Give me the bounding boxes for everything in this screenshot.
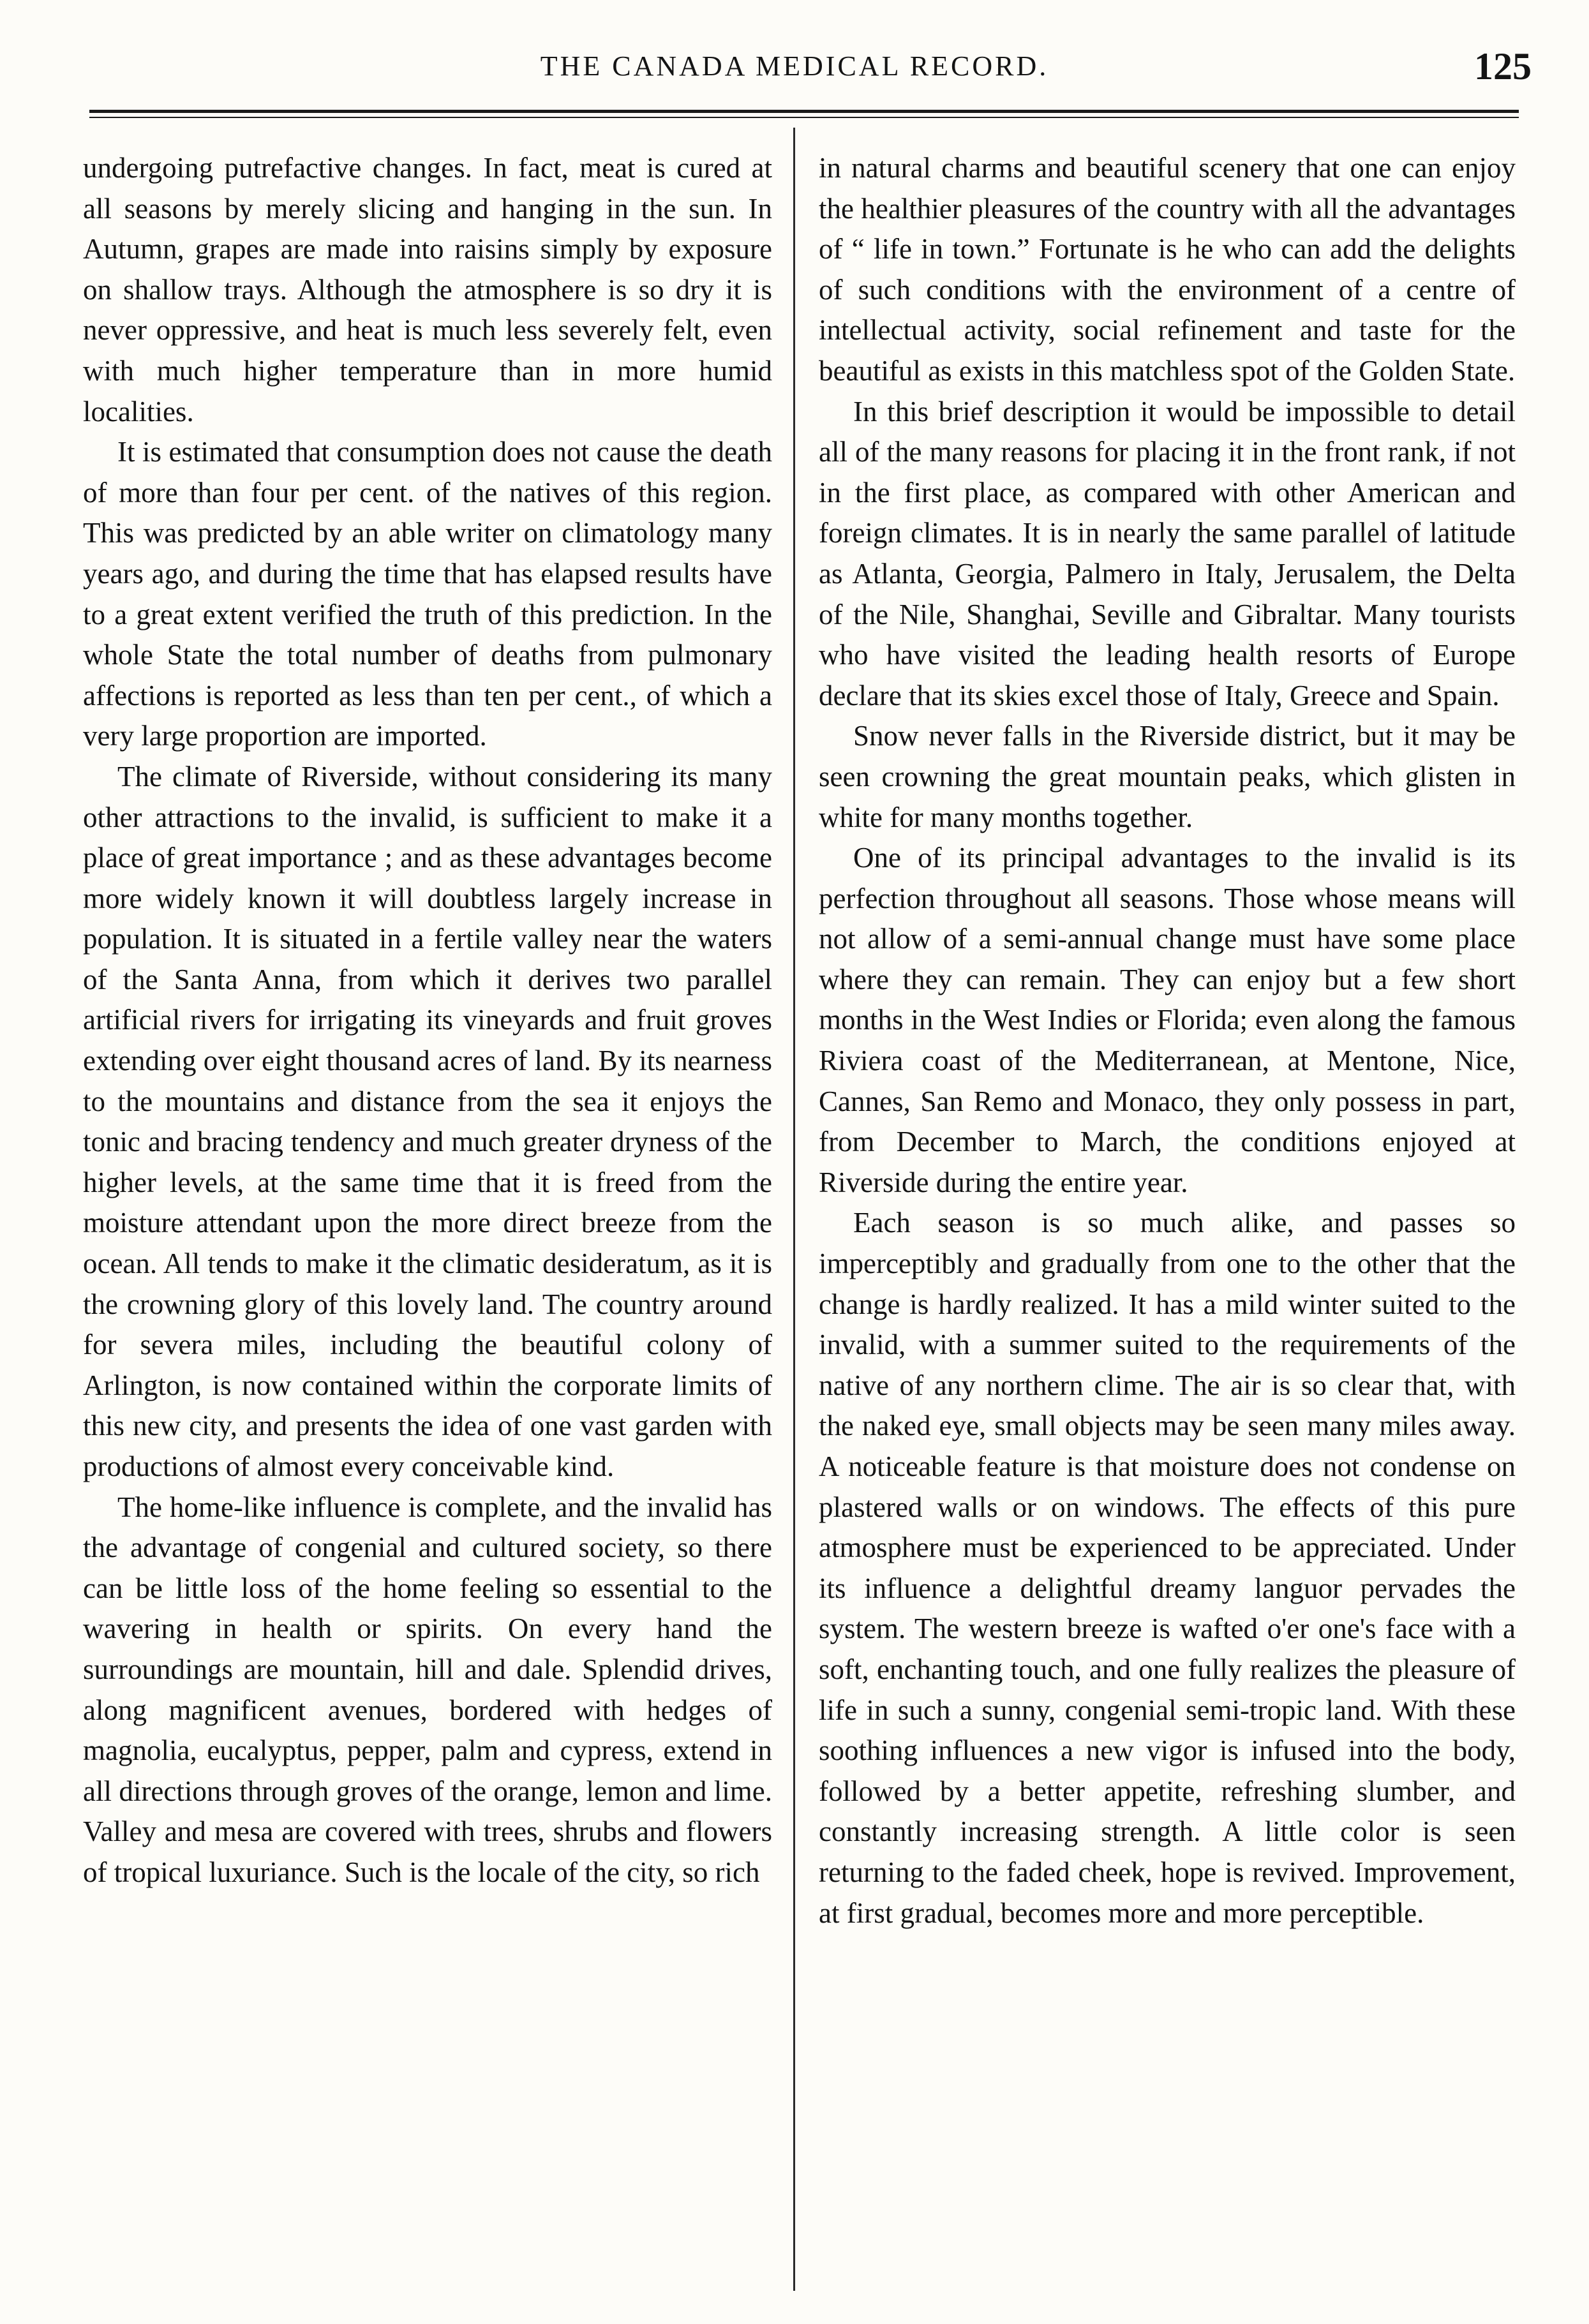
right-paragraph-1: in natural charms and beautiful scenery that one can enjoy the healthier pleasures of the country with all the advantages of “ life in town.” Fortunate is he who can add the delights of such conditions with the environment of a centre of intellectual activity, social refinement and taste for the beautiful as exists in this matchless spot of the Golden State. — [819, 152, 1516, 387]
right-paragraph-5: Each season is so much alike, and passes so imperceptibly and gradually from one to the other that the change is hardly realized. It has a mild winter suited to the invalid, with a summer suited to the requirements of the native of any northern clime. The air is so clear that, with the naked eye, small objects may be seen many miles away. A noticeable feature is that moisture does not condense on plastered walls or on windows. The effects of this pure atmosphere must be experienced to be appreciated. Under its influence a delightful dreamy languor pervades the system. The western breeze is wafted o'er one's face with a soft, enchanting touch, and one fully realizes the pleasure of life in such a sunny, congenial semi-tropic land. With these soothing influences a new vigor is infused into the body, followed by a better appetite, refreshing slumber, and constantly increasing strength. A little color is seen returning to the faded cheek, hope is revived. Improvement, at first gradual, becomes more and more perceptible. — [819, 1207, 1516, 1929]
page-number: 125 — [1474, 45, 1532, 87]
right-paragraph-3: Snow never falls in the Riverside district, but it may be seen crowning the great mountain peaks, which glisten in white for many months together. — [819, 720, 1516, 833]
page-header — [57, 45, 1532, 96]
header-rule-thin — [89, 117, 1519, 118]
header-rule-thick — [89, 110, 1519, 113]
left-paragraph-2: It is estimated that consumption does not cause the death of more than four per cent. of the natives of this region. This was predicted by an able writer on climatology many years ago, and during the time that has elapsed results have to a great extent verified the truth of this prediction. In the whole State the total number of deaths from pulmonary affections is reported as less than ten per cent., of which a very large proportion are imported. — [83, 436, 772, 752]
left-paragraph-1: undergoing putrefactive changes. In fact, meat is cured at all seasons by merely slicing and hanging in the sun. In Autumn, grapes are made into raisins simply by exposure on shallow trays. Although the atmosphere is so dry it is never oppressive, and heat is much less severely felt, even with much higher temperature than in more humid localities. — [83, 152, 772, 428]
right-paragraph-2: In this brief description it would be impossible to detail all of the many reasons for placing it in the front rank, if not in the first place, as compared with other American and foreign climates. It is in nearly the same parallel of latitude as Atlanta, Georgia, Palmero in Italy, Jerusalem, the Delta of the Nile, Shanghai, Seville and Gibraltar. Many tourists who have visited the leading health resorts of Europe declare that its skies excel those of Italy, Greece and Spain. — [819, 395, 1516, 711]
journal-title: THE CANADA MEDICAL RECORD. — [540, 50, 1049, 82]
right-paragraph-4: One of its principal advantages to the invalid is its perfection throughout all seasons. Those whose means will not allow of a semi-annual change must have some place where they can remain. They can enjoy but a few short months in the West Indies or Florida; even along the famous Riviera coast of the Mediterranean, at Mentone, Nice, Cannes, San Remo and Monaco, they only possess in part, from December to March, the conditions enjoyed at Riverside during the entire year. — [819, 842, 1516, 1198]
left-paragraph-3: The climate of Riverside, without considering its many other attractions to the invalid, is sufficient to make it a place of great importance ; and as these advantages become more widely known it will doubtless largely increase in population. It is situated in a fertile valley near the waters of the Santa Anna, from which it derives two parallel artificial rivers for irrigating its vineyards and fruit groves extending over eight thousand acres of land. By its nearness to the mountains and distance from the sea it enjoys the tonic and bracing tendency and much greater dryness of the higher levels, at the same time that it is freed from the moisture attendant upon the more direct breeze from the ocean. All tends to make it the climatic desideratum, as it is the crowning glory of this lovely land. The country around for severa miles, including the beautiful colony of Arlington, is now contained within the corporate limits of this new city, and presents the idea of one vast garden with productions of almost every conceivable kind. — [83, 760, 772, 1482]
left-column — [83, 148, 772, 1893]
left-paragraph-4: The home-like influence is complete, and the invalid has the advantage of congenial and cultured society, so there can be little loss of the home feeling so essential to the wavering in health or spirits. On every hand the surroundings are mountain, hill and dale. Splendid drives, along magnificent avenues, bordered with hedges of magnolia, eucalyptus, pepper, palm and cypress, extend in all directions through groves of the orange, lemon and lime. Valley and mesa are covered with trees, shrubs and flowers of tropical luxuriance. Such is the locale of the city, so rich — [83, 1491, 772, 1888]
right-column — [819, 148, 1516, 1933]
column-divider — [793, 128, 795, 2291]
